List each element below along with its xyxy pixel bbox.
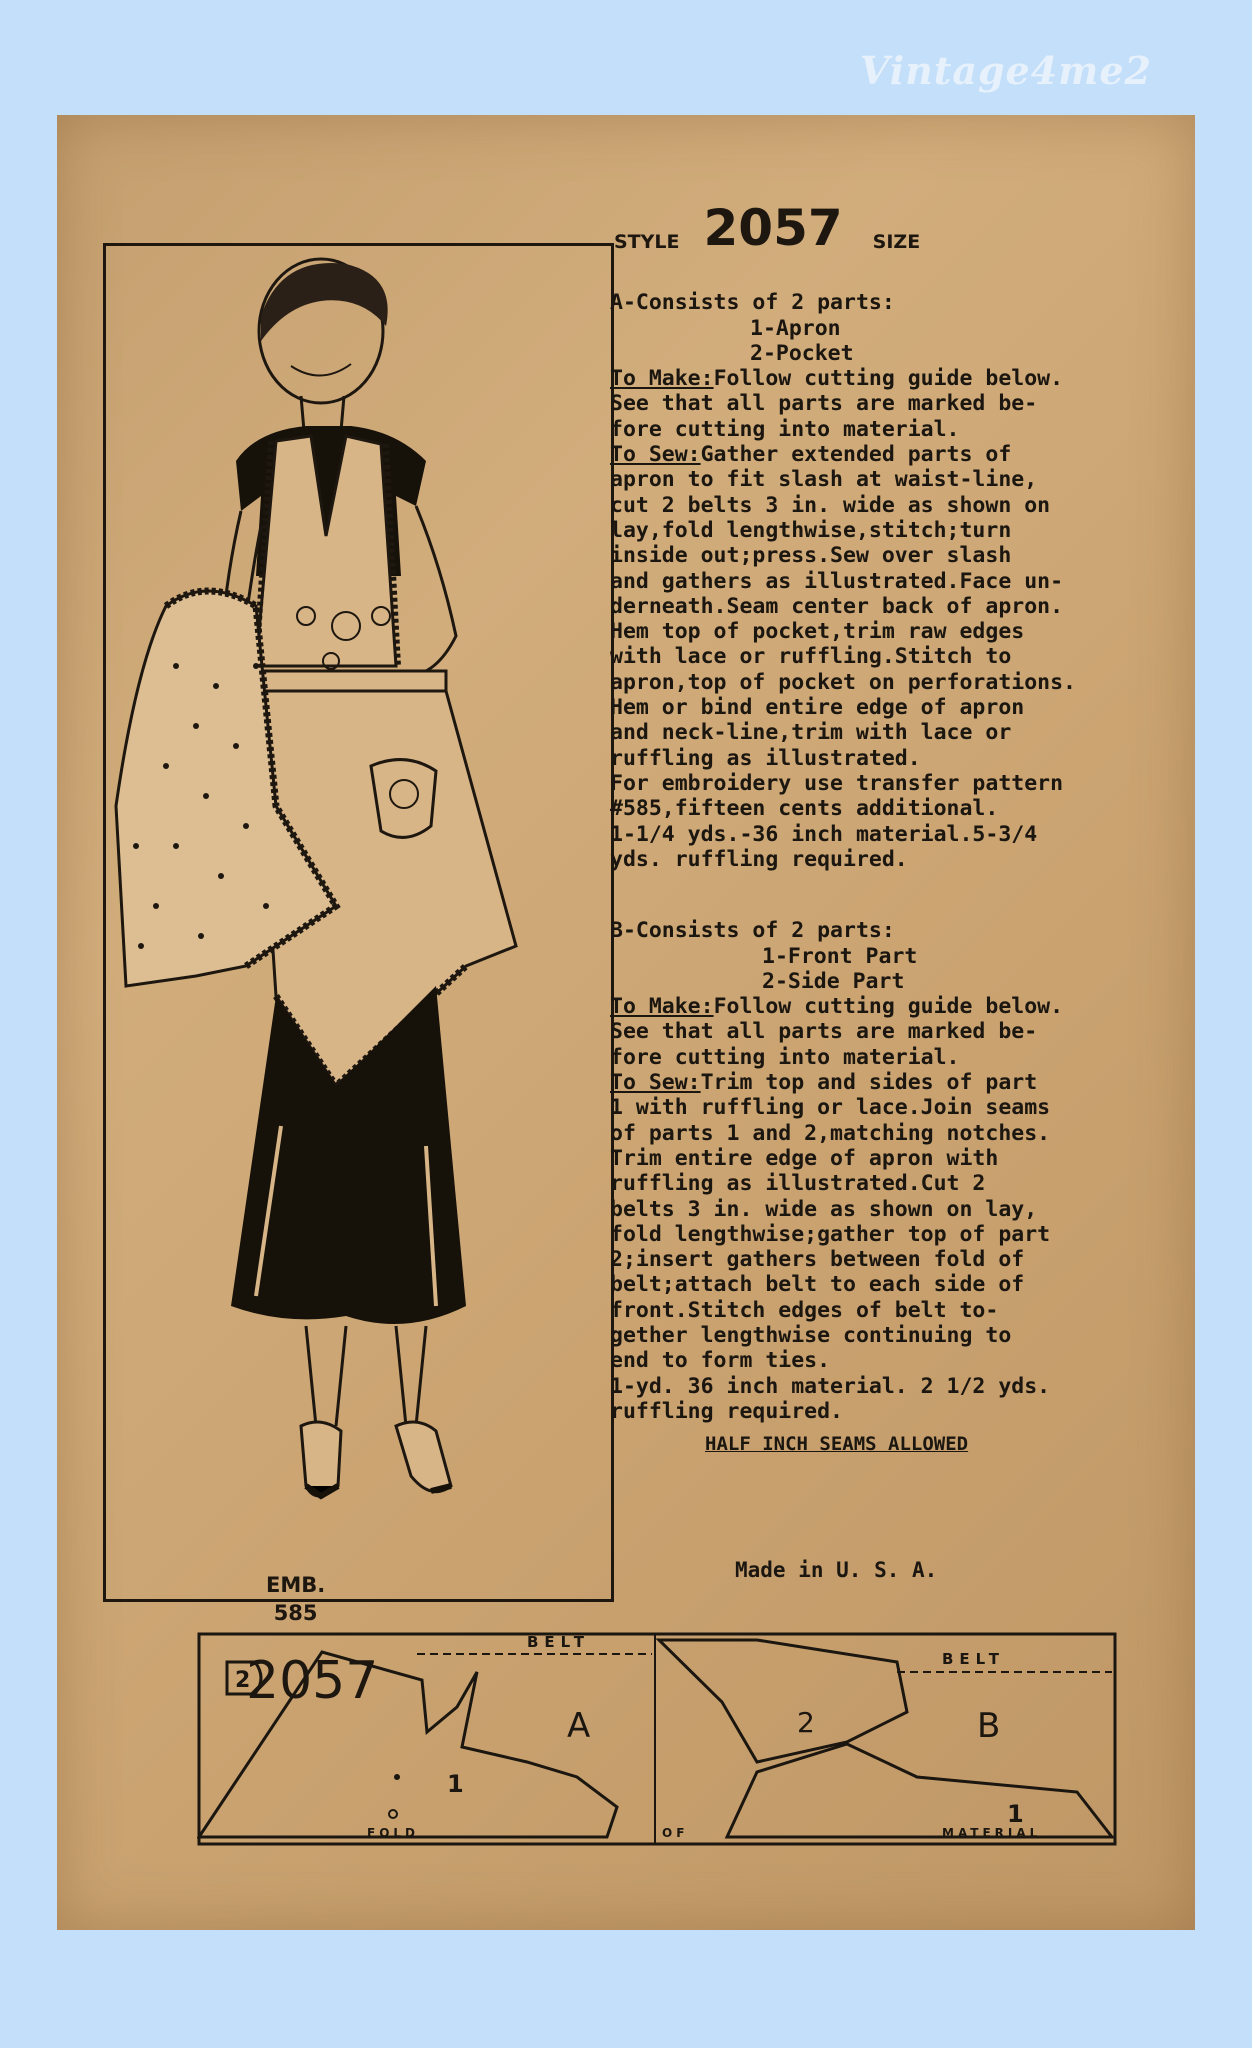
section-a-sew-line: with lace or ruffling.Stitch to [610,644,1012,670]
pattern-envelope [57,115,1195,1930]
section-b-sew-line: 2;insert gathers between fold of [610,1247,1025,1273]
section-a-sew-line: cut 2 belts 3 in. wide as shown on [610,492,1051,518]
fold-label: FOLD [367,1826,420,1840]
section-b-make-line: Follow cutting guide below. [713,994,1064,1020]
section-a-sew-line: Hem or bind entire edge of apron [610,695,1025,721]
section-a-sew-line: and gathers as illustrated.Face un- [610,568,1064,594]
notch-circle [389,1810,397,1818]
section-b-sew-line: end to form ties. [610,1348,831,1374]
section-b-sew-line: fold lengthwise;gather top of part [610,1221,1051,1247]
section-a-sew-label: To Sew: [610,442,701,468]
section-a-make-line: Follow cutting guide below. [713,366,1064,392]
section-b-sew-line: belt;attach belt to each side of [610,1272,1025,1298]
section-a-title: A-Consists of 2 parts: [610,290,895,316]
section-a-sew-line: For embroidery use transfer pattern [610,770,1064,796]
section-b-part-1: 1-Front Part [762,943,918,969]
section-a-part-2: 2-Pocket [750,340,854,366]
section-a-sew-line: yds. ruffling required. [610,846,908,872]
section-b-title: B-Consists of 2 parts: [610,918,895,944]
section-b-sew-label: To Sew: [610,1070,701,1096]
section-a-sew-line: #585,fifteen cents additional. [610,796,999,822]
style-label: STYLE [614,231,680,253]
piece-2-outline-b [659,1640,907,1762]
made-in-label: Made in U. S. A. [735,1558,938,1582]
watermark: Vintage4me2 [859,48,1152,93]
section-b-sew-line: 1 with ruffling or lace.Join seams [610,1095,1051,1121]
piece-2-marker-label: 2 [235,1668,251,1693]
section-b-sew-line: front.Stitch edges of belt to- [610,1297,999,1323]
section-a-sew-line: apron,top of pocket on perforations. [610,669,1076,695]
style-number: 2057 [703,199,843,257]
piece-2-label-b: 2 [797,1706,815,1739]
illustration-style-number: 2057 [246,1651,379,1711]
cutting-layout [197,1632,1117,1849]
section-b-make-label: To Make: [610,994,714,1020]
section-b-make-line: fore cutting into material. [610,1044,960,1070]
of-label: OF [662,1826,689,1840]
section-a-sew-line: Hem top of pocket,trim raw edges [610,619,1025,645]
section-b-sew-line: gether lengthwise continuing to [610,1323,1012,1349]
section-b-make-line: See that all parts are marked be- [610,1019,1038,1045]
belt-label-b: BELT [942,1650,1005,1668]
section-b-sew-line: 1-yd. 36 inch material. 2 1/2 yds. [610,1373,1051,1399]
section-b-sew-line: ruffling as illustrated.Cut 2 [610,1171,986,1197]
piece-1-outline-b [727,1744,1112,1837]
section-a-part-1: 1-Apron [750,315,841,341]
section-a-sew-line: Gather extended parts of [700,442,1012,468]
belt-label-a: BELT [527,1633,590,1651]
emb-text: EMB. [266,1573,326,1597]
section-a-make-line: fore cutting into material. [610,416,960,442]
section-b-sew-line: ruffling required. [610,1398,843,1424]
section-b-sew-line: Trim top and sides of part [700,1070,1038,1096]
letter-b: B [977,1706,1001,1746]
section-a-sew-line: inside out;press.Sew over slash [610,543,1012,569]
section-a-sew-line: ruffling as illustrated. [610,745,921,771]
emb-number: 585 [273,1601,318,1626]
section-a-instructions [610,265,1076,923]
section-a-sew-line: derneath.Seam center back of apron. [610,593,1064,619]
letter-a: A [567,1706,591,1746]
size-label: SIZE [872,231,921,253]
section-a-sew-line: lay,fold lengthwise,stitch;turn [610,517,1012,543]
notch-dot [394,1774,400,1780]
seams-note: HALF INCH SEAMS ALLOWED [705,1433,969,1455]
piece-1-label-b: 1 [1007,1800,1024,1828]
material-label: MATERIAL [942,1826,1042,1840]
section-b-part-2: 2-Side Part [762,968,905,994]
section-a-make-label: To Make: [610,366,714,392]
section-b-sew-line: belts 3 in. wide as shown on lay, [610,1196,1038,1222]
section-a-sew-line: 1-1/4 yds.-36 inch material.5-3/4 [610,821,1038,847]
section-b-sew-line: Trim entire edge of apron with [610,1145,999,1171]
section-b-sew-line: of parts 1 and 2,matching notches. [610,1120,1051,1146]
apron-illustration [106,246,611,1599]
pattern-header [614,199,921,257]
piece-1-label-a: 1 [447,1770,464,1798]
section-a-sew-line: and neck-line,trim with lace or [610,720,1012,746]
section-b-instructions [610,893,1063,1475]
section-a-sew-line: apron to fit slash at waist-line, [610,467,1038,493]
section-a-make-line: See that all parts are marked be- [610,391,1038,417]
emb-label [266,1571,325,1628]
